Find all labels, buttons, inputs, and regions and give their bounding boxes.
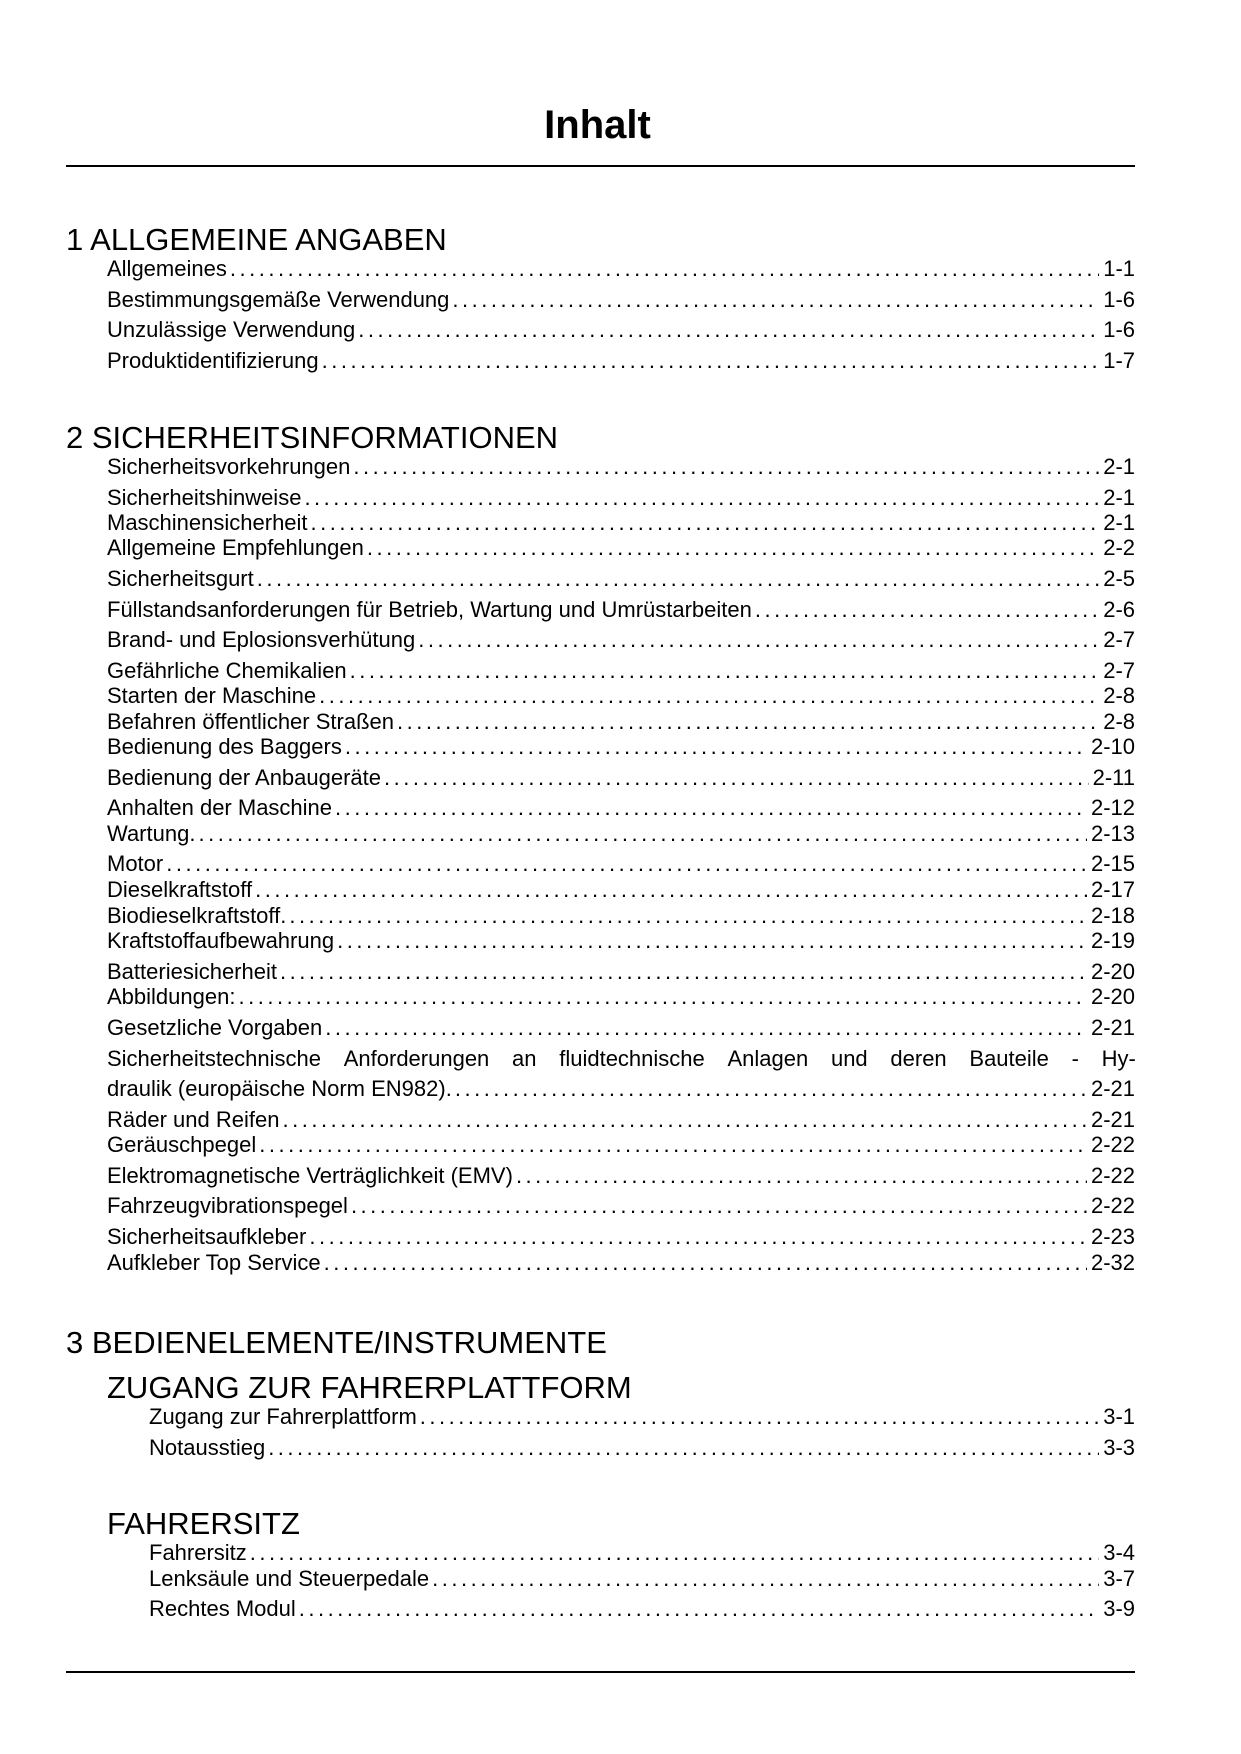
toc-entry[interactable] [107,1076,1135,1102]
toc-entry-page: 2-15 [1090,851,1135,876]
toc-entry[interactable] [107,1250,1135,1276]
chapter-heading-3: 3 BEDIENELEMENTE/INSTRUMENTE [66,1325,607,1360]
leader-dots [358,317,1099,343]
leader-dots [257,566,1099,592]
leader-dots [311,510,1100,536]
toc-entry[interactable] [107,535,1135,561]
leader-dots [166,851,1087,877]
toc-entry[interactable] [107,348,1135,374]
toc-entry-label: Elektromagnetische Verträglichkeit (EMV) [107,1163,513,1188]
leader-dots [304,485,1099,511]
leader-dots [282,1107,1087,1133]
toc-entry[interactable] [107,256,1135,282]
toc-entry[interactable] [149,1404,1135,1430]
leader-dots [255,877,1087,903]
leader-dots [367,535,1099,561]
toc-entry-label: Wartung. [107,821,196,846]
toc-entry[interactable] [107,1107,1135,1133]
toc-entry[interactable] [107,683,1135,709]
leader-dots [455,1076,1087,1102]
toc-entry[interactable] [107,984,1135,1010]
toc-entry[interactable] [107,597,1135,623]
toc-entry-page: 2-22 [1090,1132,1135,1157]
toc-entry-page: 2-10 [1090,734,1135,759]
header-rule [66,165,1135,167]
leader-dots [351,1193,1087,1219]
leader-dots [384,765,1089,791]
toc-entry-page: 2-21 [1090,1107,1135,1132]
leader-dots [337,928,1087,954]
word: deren [890,1046,947,1071]
toc-entry-label: draulik (europäische Norm EN982). [107,1076,452,1101]
toc-entry-label: Sicherheitsaufkleber [107,1224,307,1249]
chapter-heading-1: 1 ALLGEMEINE ANGABEN [66,222,447,257]
word: Bauteile [969,1046,1049,1071]
toc-entry-page: 3-3 [1103,1435,1135,1460]
toc-entry-label: Befahren öffentlicher Straßen [107,709,394,734]
toc-entry-label: Räder und Reifen [107,1107,280,1132]
leader-dots [259,1132,1087,1158]
leader-dots [350,658,1100,684]
toc-entry[interactable] [107,1132,1135,1158]
toc-entry-page: 1-1 [1103,256,1135,281]
toc-entry[interactable] [107,795,1135,821]
leader-dots [319,683,1099,709]
leader-dots [325,1015,1087,1041]
toc-entry-page: 2-23 [1090,1224,1135,1249]
toc-entry[interactable] [107,709,1135,735]
leader-dots [250,1540,1099,1566]
toc-entry-page: 2-7 [1103,627,1135,652]
toc-entry-page: 2-11 [1092,765,1135,790]
toc-entry-label: Kraftstoffaufbewahrung [107,928,335,953]
toc-entry-label: Zugang zur Fahrerplattform [149,1404,417,1429]
toc-entry-label: Motor [107,851,164,876]
toc-entry[interactable] [107,317,1135,343]
word: - [1071,1046,1079,1071]
toc-entry-page: 3-9 [1103,1596,1135,1621]
leader-dots [322,348,1100,374]
toc-entry-label: Unzulässige Verwendung [107,317,356,342]
word: Hy- [1101,1046,1136,1071]
toc-entry-label: Aufkleber Top Service [107,1250,321,1275]
toc-entry-page: 2-13 [1090,821,1135,846]
toc-entry-label: Notausstieg [149,1435,266,1460]
leader-dots [353,454,1099,480]
toc-entry[interactable] [149,1435,1135,1461]
toc-entry-label: Sicherheitsgurt [107,566,254,591]
toc-entry-label: Sicherheitsvorkehrungen [107,454,351,479]
toc-entry-label: Dieselkraftstoff [107,877,253,902]
toc-entry-label: Bedienung der Anbaugeräte [107,765,382,790]
toc-entry[interactable] [107,1193,1135,1219]
toc-entry-page: 2-12 [1090,795,1135,820]
toc-entry[interactable] [149,1596,1135,1622]
toc-entry-page: 2-1 [1103,510,1135,535]
leader-dots [309,1224,1087,1250]
toc-entry[interactable] [107,287,1135,313]
toc-entry-page: 2-22 [1090,1163,1135,1188]
section-heading: ZUGANG ZUR FAHRERPLATTFORM [107,1370,632,1405]
leader-dots [345,734,1087,760]
toc-entry[interactable] [107,454,1135,480]
toc-entry-page: 2-8 [1103,709,1135,734]
toc-entry[interactable] [107,1163,1135,1189]
toc-entry-label: Maschinensicherheit [107,510,308,535]
leader-dots [755,597,1099,623]
word: an [512,1046,537,1071]
leader-dots [418,627,1099,653]
toc-entry[interactable] [107,485,1135,511]
toc-entry-label: Allgemeines [107,256,227,281]
leader-dots [335,795,1087,821]
toc-entry-label: Fahrersitz [149,1540,247,1565]
toc-entry-label: Brand- und Eplosionsverhütung [107,627,416,652]
toc-entry[interactable] [149,1540,1135,1566]
toc-entry-label: Gefährliche Chemikalien [107,658,347,683]
leader-dots [516,1163,1087,1189]
chapter-heading-2: 2 SICHERHEITSINFORMATIONEN [66,420,559,455]
toc-entry[interactable] [107,851,1135,877]
toc-entry[interactable] [107,821,1135,847]
leader-dots [397,709,1099,735]
toc-entry[interactable] [107,1015,1135,1041]
toc-entry[interactable] [107,959,1135,985]
leader-dots [230,256,1099,282]
toc-entry-label: Anhalten der Maschine [107,795,333,820]
toc-entry[interactable] [107,658,1135,684]
word: Sicherheitstechnische [107,1046,322,1071]
toc-entry-page: 3-1 [1103,1404,1135,1429]
toc-entry-page: 2-7 [1103,658,1135,683]
toc-entry-label: Bedienung des Baggers [107,734,342,759]
toc-entry-label: Füllstandsanforderungen für Betrieb, Wartung und Umrüstarbeiten [107,597,752,622]
section-heading: FAHRERSITZ [107,1506,300,1541]
toc-entry-page: 2-21 [1090,1015,1135,1040]
leader-dots [198,821,1087,847]
toc-entry-page: 2-6 [1103,597,1135,622]
toc-entry[interactable] [107,1224,1135,1250]
word: fluidtechnische [559,1046,705,1071]
toc-entry-label: Allgemeine Empfehlungen [107,535,364,560]
leader-dots [289,903,1087,929]
toc-entry[interactable] [107,928,1135,954]
toc-entry-continuation [107,1046,1136,1072]
leader-dots [268,1435,1099,1461]
toc-entry-page: 2-18 [1090,903,1135,928]
toc-entry-page: 3-7 [1103,1566,1135,1591]
toc-entry-page: 1-7 [1103,348,1135,373]
word: und [830,1046,868,1071]
toc-entry[interactable] [107,627,1135,653]
toc-entry[interactable] [107,510,1135,536]
toc-entry-label: Geräuschpegel [107,1132,257,1157]
footer-rule [66,1671,1135,1673]
toc-entry-label: Bestimmungsgemäße Verwendung [107,287,450,312]
toc-entry[interactable] [107,734,1135,760]
toc-entry-page: 2-2 [1103,535,1135,560]
page-title: Inhalt [544,103,651,147]
toc-entry-page: 2-32 [1090,1250,1135,1275]
leader-dots [432,1566,1099,1592]
toc-entry-label: Produktidentifizierung [107,348,319,373]
toc-entry-page: 2-22 [1090,1193,1135,1218]
word: Anforderungen [343,1046,490,1071]
toc-entry-page: 3-4 [1103,1540,1135,1565]
toc-entry[interactable] [107,877,1135,903]
toc-entry-label: Biodieselkraftstoff. [107,903,287,928]
toc-entry-label: Rechtes Modul [149,1596,296,1621]
toc-entry-page: 2-17 [1090,877,1135,902]
toc-entry-page: 2-5 [1103,566,1135,591]
word: Anlagen [727,1046,809,1071]
toc-entry-page: 2-1 [1103,454,1135,479]
toc-entry-page: 1-6 [1103,317,1135,342]
toc-entry[interactable] [107,765,1135,791]
toc-entry-label: Lenksäule und Steuerpedale [149,1566,430,1591]
leader-dots [452,287,1099,313]
toc-entry[interactable] [107,566,1135,592]
toc-entry-label: Sicherheitshinweise [107,485,302,510]
toc-entry-page: 1-6 [1103,287,1135,312]
toc-entry[interactable] [107,903,1135,929]
toc-entry-label: Abbildungen: [107,984,236,1009]
leader-dots [420,1404,1099,1430]
leader-dots [299,1596,1099,1622]
toc-entry-label: Fahrzeugvibrationspegel [107,1193,348,1218]
toc-entry-label: Batteriesicherheit [107,959,277,984]
toc-entry-label: Gesetzliche Vorgaben [107,1015,323,1040]
leader-dots [238,984,1087,1010]
toc-entry-page: 2-21 [1090,1076,1135,1101]
leader-dots [280,959,1087,985]
toc-entry-label: Starten der Maschine [107,683,317,708]
toc-entry[interactable] [149,1566,1135,1592]
toc-entry-page: 2-1 [1103,485,1135,510]
toc-entry-page: 2-8 [1103,683,1135,708]
toc-entry-page: 2-20 [1090,959,1135,984]
toc-entry-page: 2-19 [1090,928,1135,953]
toc-entry-page: 2-20 [1090,984,1135,1009]
leader-dots [324,1250,1087,1276]
